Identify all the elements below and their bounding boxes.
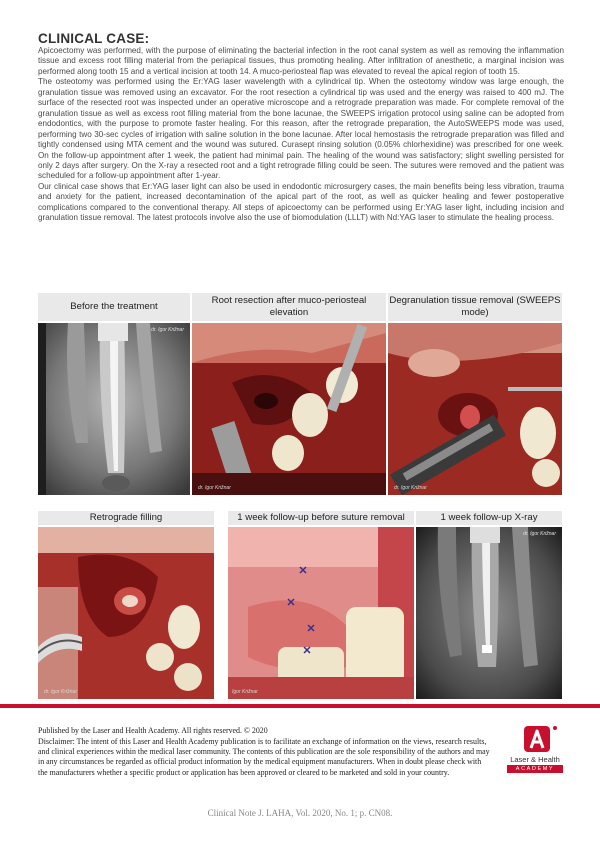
watermark: dr. Igor Križnar [198,485,231,491]
case-description [38,46,564,224]
xray-follow-up-image [416,527,562,699]
citation: Clinical Note J. LAHA, Vol. 2020, No. 1; p. CN08. [207,808,393,818]
degranulation-photo [388,323,562,495]
suture-follow-up-photo [228,527,414,699]
caption-follow-up-sutures: 1 week follow-up before suture removal [228,511,414,525]
watermark: dr. Igor Križnar [44,689,77,695]
footer-divider [0,704,600,708]
retrograde-filling-photo [38,527,214,699]
watermark: dr. Igor Križnar [151,327,184,333]
logo-wordmark: Laser & Health [510,755,560,764]
caption-degranulation: Degranulation tissue removal (SWEEPS mode) [388,293,562,321]
section-heading: CLINICAL CASE: [38,31,150,46]
caption-before-treatment: Before the treatment [38,293,190,321]
logo-academy-label: ACADEMY [507,765,563,773]
paragraph-procedure: Apicoectomy was performed, with the purpose of eliminating the bacterial infection in the root canal system as well as removing the inflammation tissue and excess root filling material from the periapical tissues, thus promoting healing. After infiltration of anesthetic, a marginal incision was performed along tooth 15 and a vertical incision at tooth 14. A muco-periosteal flap was elevated to reveal the apical region of tooth 15. [38,46,564,76]
watermark: dr. Igor Križnar [394,485,427,491]
disclaimer-text: Disclaimer: The intent of this Laser and Health Academy publication is to facilitate an exchange of information on the views, research results, and clinical experiences within the medical laser community. The contents of this publication are the sole responsibility of the authors and may in any circumstances be regarded as official product information by the medical equipment manufacturers. When in doubt please check with the manufacturers whether a specific product or application has been approved or cleared to be marketed and sold in your country. [38,737,490,777]
paragraph-osteotomy: The osteotomy was performed using the Er:YAG laser wavelength with a cylindrical tip. When the osteotomy window was large enough, the granulation tissue was removed using an excavator. For the root resection a cylindrical tip was used and the energy was raised to 400 mJ. The surface of the resected root was inspected under an operative microscope and a retrograde preparation was made. For complete removal of the granulation tissue as well as excess root filling material from the bone lacunae, the SWEEPS irrigation protocol using saline can be adopted from endodontics, with the purpose to promote faster healing. For this reason, after the retrograde preparation, the AutoSWEEPS mode was used, performing two 30-sec cycles of irrigation with saline solution in the bone lacunae. After local hemostasis the retrograde preparation was filled and tightly condensed using MTA cement and the wound was sutured. Curasept rinsing solution (0.05% chlorhexidine) was prescribed for one week. On the follow-up appointment after 1 week, the patient had minimal pain. The healing of the wound was satisfactory; slight swelling persisted for only 2 days after surgery. On the X-ray a resected root and a tight retrograde filling could be seen. The sutures were removed and the patient was scheduled for a follow-up appointment after 1-year. [38,77,564,181]
root-resection-photo [192,323,386,495]
watermark: Igor Križnar [232,689,258,695]
caption-follow-up-xray: 1 week follow-up X-ray [416,511,562,525]
paragraph-conclusion: Our clinical case shows that Er:YAG laser light can also be used in endodontic microsurgery cases, the main benefits being less vibration, trauma and anxiety for the patient, increased decontamination of the apical part of the root, as well as quicker healing and fewer postoperative complications compared to the conventional therapy. All steps of apicoectomy can be performed using Er:YAG laser light, including incision and granulation tissue removal. The latest protocols involve also the use of biomodulation (LLLT) with Nd:YAG laser to stimulate the healing process. [38,181,564,223]
caption-retrograde-filling: Retrograde filling [38,511,214,525]
xray-before-treatment-image [38,323,190,495]
publisher-line: Published by the Laser and Health Academy. All rights reserved. © 2020 [38,726,268,735]
caption-root-resection: Root resection after muco-periosteal elevation [192,293,386,321]
watermark: dr. Igor Križnar [523,531,556,537]
